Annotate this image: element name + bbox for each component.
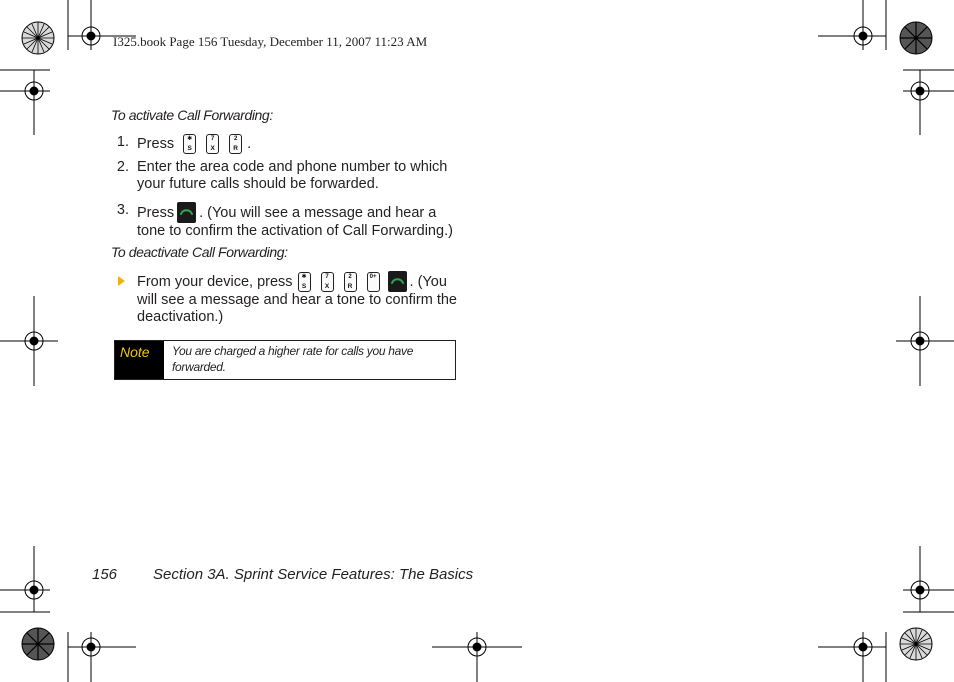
activate-heading: To activate Call Forwarding: [111,107,273,123]
seven-key-icon: 7 X [206,134,219,154]
send-key-icon [177,202,196,223]
note-text [172,343,413,375]
step-text-line-2: tone to confirm the activation of Call Forwarding.) [137,223,453,239]
activate-step-2 [113,159,463,195]
note-text-line-2: forwarded. [172,360,226,374]
note-text-line-1: You are charged a higher rate for calls you have [172,344,414,358]
step-text-line-1: Enter the area code and phone number to which [137,159,448,175]
step-number: 1. [116,134,129,150]
bullet-text-line-2: will see a message and hear a tone to confirm the [137,292,457,308]
page-number: 156 [92,566,118,583]
activate-step-3 [113,202,463,238]
star-key-icon: ✱ S [298,272,311,292]
two-key-icon: 2 R [344,272,357,292]
activate-step-1 [113,134,463,154]
step-text: Press [137,205,175,221]
bullet-text-rest: . (You [409,274,447,290]
deactivate-bullet [113,271,463,325]
deactivate-heading: To deactivate Call Forwarding: [111,244,288,260]
step-text-suffix: . [247,136,252,152]
step-text: Press [137,136,175,152]
bullet-text: From your device, press [137,274,293,290]
step-text-rest: . (You will see a message and hear a [199,205,437,221]
step-text-line-2: your future calls should be forwarded. [137,176,379,192]
send-key-icon [388,271,407,292]
section-title: Section 3A. Sprint Service Features: The Basics [153,566,474,583]
step-number: 3. [116,202,129,218]
bullet-arrow-icon [118,276,125,286]
bullet-text-line-3: deactivation.) [137,309,224,325]
star-key-icon: ✱ S [183,134,196,154]
note-box [114,340,456,380]
note-label: Note [115,341,164,379]
seven-key-icon: 7 X [321,272,334,292]
print-slug: I325.book Page 156 Tuesday, December 11, 2007 11:23 AM [113,34,428,49]
step-number: 2. [116,159,129,175]
zero-key-icon: 0+ [367,272,380,292]
two-key-icon: 2 R [229,134,242,154]
